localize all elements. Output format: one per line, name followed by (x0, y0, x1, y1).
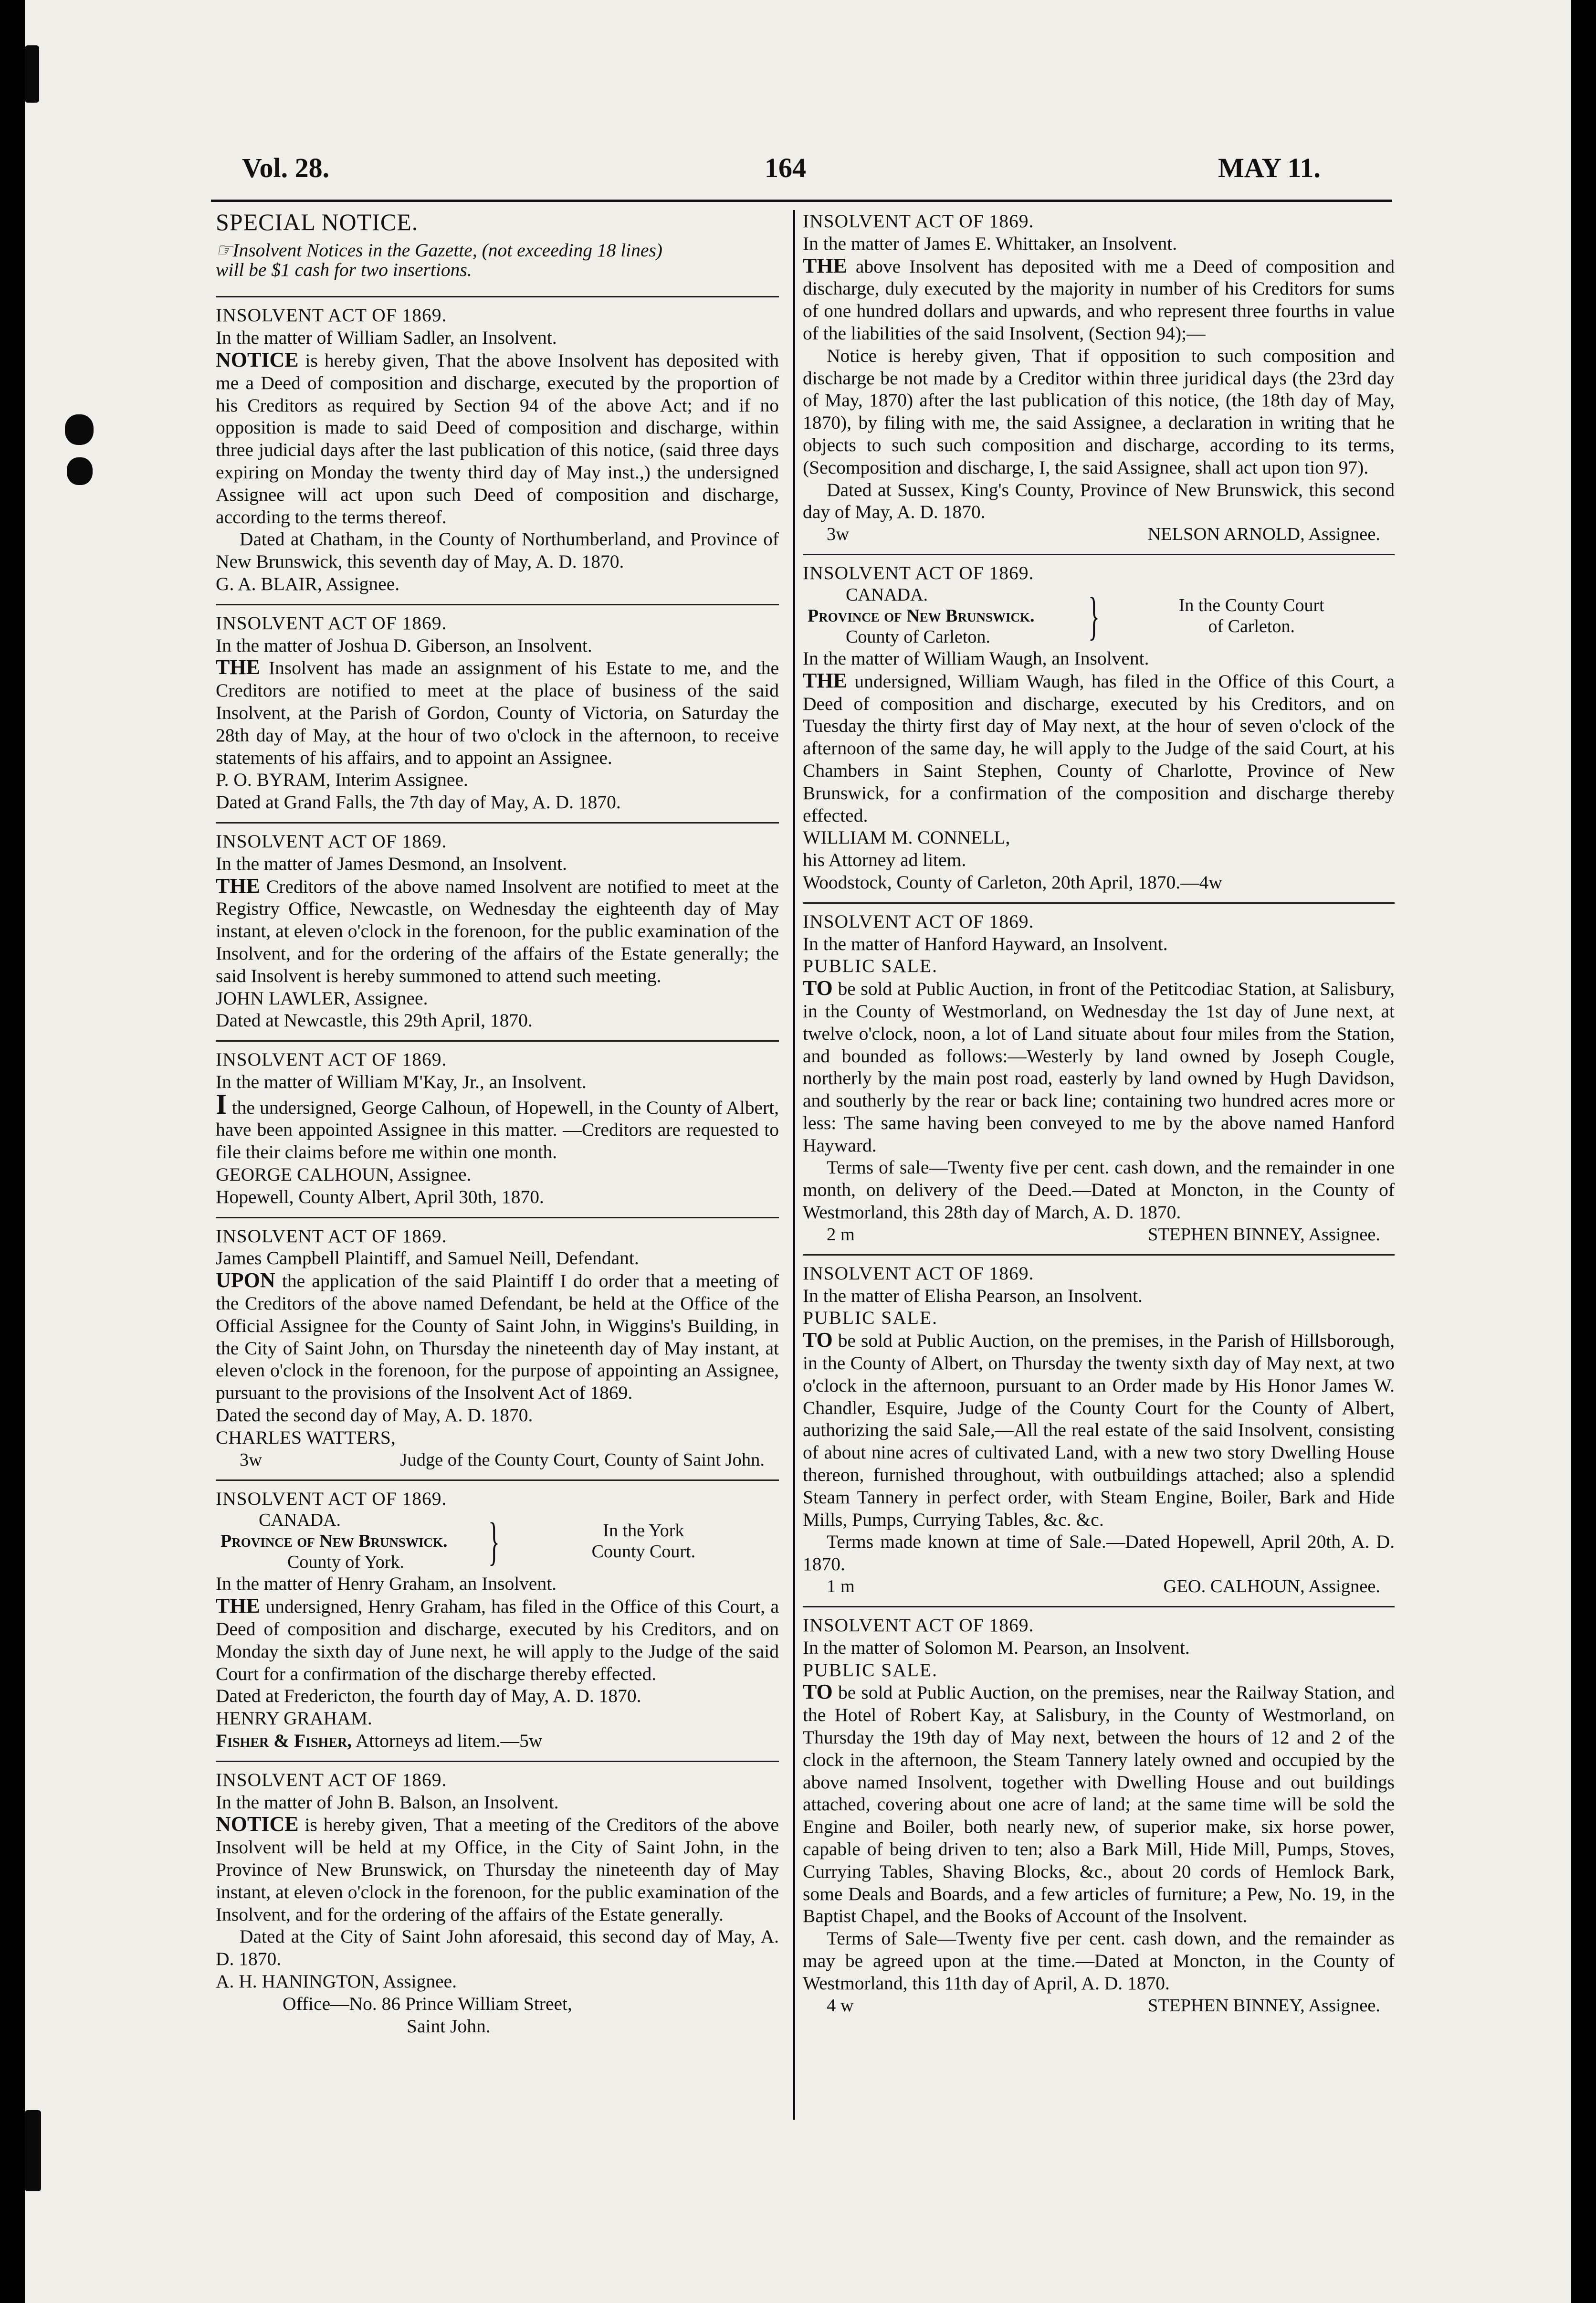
county-label: County of York. (287, 1552, 404, 1573)
notice-title: INSOLVENT ACT OF 1869. (216, 305, 447, 326)
notice-matter: In the matter of Solomon M. Pearson, an Insolvent. (803, 1637, 1190, 1658)
notice-signature: JOHN LAWLER, Assignee. (216, 987, 428, 1009)
notice-lead: I (216, 1088, 227, 1120)
notice-title: INSOLVENT ACT OF 1869. (803, 910, 1034, 932)
notice-body: THE undersigned, William Waugh, has filed in the Office of this Court, a Deed of composition and discharge, executed by his Creditors, and on Tuesday the thirty first day of May next, at the hour of seven o'clock of the afternoon of the same day, he will apply to the Judge of the said Court, at his Chambers in Saint Stephen, County of Charlotte, Province of New Brunswick, for a confirmation of the composition and discharge thereby effected. (803, 668, 1395, 826)
divider (803, 554, 1395, 555)
notice-signature: GEO. CALHOUN, Assignee. (1163, 1576, 1380, 1597)
notice-matter: In the matter of William Sadler, an Insolvent. (216, 327, 557, 349)
notice-subtitle: PUBLIC SALE. (803, 1307, 938, 1329)
office-address: Office—No. 86 Prince William Street, (283, 1993, 572, 2014)
volume-label: Vol. 28. (242, 152, 330, 183)
insertion-code: 3w (827, 524, 850, 545)
notice-title: INSOLVENT ACT OF 1869. (803, 1262, 1034, 1284)
notice-terms: Terms made known at time of Sale.—Dated Hopewell, April 20th, A. D. 1870. (803, 1531, 1395, 1575)
notice-matter: James Campbell Plaintiff, and Samuel Neill, Defendant. (216, 1247, 639, 1269)
court-name: County Court. (591, 1542, 696, 1562)
divider (803, 902, 1395, 904)
notice-body: THE above Insolvent has deposited with me a Deed of composition and discharge, duly executed by the majority in number of his Creditors for sums of one hundred dollars and upwards, and who represent three fourths in value of the liabilities of the said Insolvent, (Section 94);— (803, 254, 1395, 344)
court-name: In the County Court (1178, 595, 1324, 615)
notice-lead: UPON (216, 1268, 275, 1292)
notice-body: UPON the application of the said Plaintiff I do order that a meeting of the Creditors of the above named Defendant, be held at the Office of the Official Assignee for the County of Saint John, in Wiggins's Building, in the City of Saint John, on Thursday the nineteenth day of May instant, at eleven o'clock in the forenoon, for the purpose of appointing an Assignee, pursuant to the provisions of the Insolvent Act of 1869. (216, 1268, 779, 1404)
divider (803, 1254, 1395, 1256)
notice-matter: In the matter of William M'Kay, Jr., an Insolvent. (216, 1071, 587, 1092)
brace-glyph: } (488, 1512, 500, 1571)
notice-dated: Hopewell, County Albert, April 30th, 1870. (216, 1186, 544, 1207)
notice-signature: G. A. BLAIR, Assignee. (216, 573, 400, 594)
notice-lead: THE (803, 254, 847, 277)
notice-footer-row (216, 1449, 779, 1471)
divider (216, 1040, 779, 1042)
brace-glyph: } (1088, 586, 1100, 645)
notice-lead: THE (216, 1594, 260, 1618)
notice-title: INSOLVENT ACT OF 1869. (803, 1615, 1034, 1636)
office-address: Saint John. (407, 2015, 491, 2037)
notice-matter: In the matter of Elisha Pearson, an Insolvent. (803, 1285, 1143, 1306)
notice-lead: TO (803, 976, 833, 1000)
notice-matter: In the matter of Henry Graham, an Insolvent. (216, 1573, 557, 1595)
notice-signature: WILLIAM M. CONNELL, (803, 827, 1010, 848)
divider (216, 1479, 779, 1481)
country-label: CANADA. (259, 1510, 341, 1531)
notice-lead: THE (803, 668, 847, 692)
notice-body: I the undersigned, George Calhoun, of Hopewell, in the County of Albert, have been appointed Assignee in this matter. —Creditors are requested to file their claims before me within one month. (216, 1088, 779, 1163)
notice-title: INSOLVENT ACT OF 1869. (803, 562, 1034, 584)
notice-body: NOTICE is hereby given, That the above Insolvent has deposited with me a Deed of composition and discharge, executed by the proportion of his Creditors as required by Section 94 of the above Act; and if no opposition is made to said Deed of composition and discharge, within three judicial days after the last publication of this notice, (said three days expiring on Monday the twenty third day of May inst.,) the undersigned Assignee will act upon such Deed of composition and discharge, according to the terms thereof. (216, 348, 779, 528)
notice-signature: GEORGE CALHOUN, Assignee. (216, 1164, 472, 1185)
notice-lead: THE (216, 874, 260, 898)
notice-dated: Dated at Grand Falls, the 7th day of May, A. D. 1870. (216, 792, 621, 813)
notice-matter: In the matter of Hanford Hayward, an Insolvent. (803, 933, 1168, 954)
notice-matter: In the matter of John B. Balson, an Insolvent. (216, 1791, 559, 1813)
notice-dated: Woodstock, County of Carleton, 20th April, 1870.—4w (803, 871, 1222, 893)
notice-footer-row (803, 1224, 1395, 1246)
header-rule (211, 200, 1392, 202)
notice-title: INSOLVENT ACT OF 1869. (216, 830, 447, 852)
notice-terms: Terms of Sale—Twenty five per cent. cash down, and the remainder as may be agreed upon at the time.—Dated at Moncton, in the County of Westmorland, this 11th day of April, A. D. 1870. (803, 1928, 1395, 1994)
notice-lead: TO (803, 1328, 833, 1352)
notice-dated: Dated at Sussex, King's County, Province of New Brunswick, this second day of May, A. D. 1870. (803, 479, 1395, 523)
insertion-code: 4 w (827, 1995, 854, 2016)
notice-signature: CHARLES WATTERS, (216, 1426, 396, 1448)
notice-lead: THE (216, 655, 260, 679)
notice-terms: Terms of sale—Twenty five per cent. cash down, and the remainder in one month, on delivery of the Deed.—Dated at Moncton, in the County of Westmorland, this 28th day of March, A. D. 1870. (803, 1157, 1395, 1223)
divider (216, 1217, 779, 1218)
notice-body: TO be sold at Public Auction, on the premises, near the Railway Station, and the Hotel of Robert Kay, at Salisbury, in the County of Westmorland, on Thursday the 19th day of May next, between the hours of 12 and 2 of the clock in the afternoon, the Steam Tannery lately owned and occupied by the above named Insolvent, together with Dwelling House and out buildings attached, covering about one acre of land; at the same time will be sold the Engine and Boiler, both nearly new, of superior make, six horse power, capable of being driven to ten; also a Bark Mill, Hide Mill, Pumps, Stoves, Currying Tables, Shaving Blocks, &c., about 20 cords of Hemlock Bark, some Deals and Boards, and a few articles of furniture; a Pew, No. 19, in the Baptist Chapel, and the Books of Account of the Insolvent. (803, 1680, 1395, 1927)
notice-matter: In the matter of James Desmond, an Insolvent. (216, 853, 567, 874)
court-caption (803, 584, 1395, 647)
notice-body: TO be sold at Public Auction, on the premises, in the Parish of Hillsborough, in the County of Albert, on Thursday the twenty sixth day of May next, at two o'clock in the afternoon, pursuant to an Order made by His Honor James W. Chandler, Esquire, Judge of the County Court for the County of Albert, authorizing the said Sale,—All the real estate of the said Insolvent, consisting of about nine acres of cultivated Land, with a new two story Dwelling House thereon, furnished throughout, with outbuildings attached; also a splendid Steam Tannery in perfect order, with Steam Engine, Boiler, Bark and Hide Mills, Pumps, Currying Tables, &c. &c. (803, 1328, 1395, 1530)
left-column (216, 210, 779, 2037)
divider (216, 604, 779, 605)
notice-body: THE Insolvent has made an assignment of his Estate to me, and the Creditors are notified to meet at the place of business of the said Insolvent, at the Parish of Gordon, County of Victoria, on Saturday the 28th day of May, at the hour of two o'clock in the afternoon, to receive statements of his affairs, and to appoint an Assignee. (216, 655, 779, 768)
notice-signature: HENRY GRAHAM. (216, 1708, 372, 1729)
notice-footer-row (803, 1995, 1395, 2017)
notice-body: Notice is hereby given, That if opposition to such composition and discharge be not made by a Creditor within three juridical days (the 23rd day of May, 1870) after the last publication of this notice, (the 18th day of May, 1870), by filing with me, the said Assignee, a declaration in writing that he objects to such such composition and discharge, according to its terms, (Secomposition and discharge, I, the said Assignee, shall act upon tion 97). (803, 345, 1395, 478)
notice-body: THE undersigned, Henry Graham, has filed in the Office of this Court, a Deed of composition and discharge, executed by his Creditors, and on Monday the sixth day of June next, he will apply to the Judge of the said Court for a confirmation of the discharge thereby effected. (216, 1594, 779, 1684)
divider (216, 822, 779, 824)
notice-signature: STEPHEN BINNEY, Assignee. (1148, 1224, 1380, 1245)
notice-signature: A. H. HANINGTON, Assignee. (216, 1970, 457, 1992)
court-name: In the York (603, 1521, 684, 1541)
notice-dated: Dated at Newcastle, this 29th April, 1870. (216, 1010, 533, 1031)
notice-subtitle: PUBLIC SALE. (803, 955, 938, 977)
notice-dated: Dated the second day of May, A. D. 1870. (216, 1405, 533, 1426)
notice-dated: Dated at Chatham, in the County of Northumberland, and Province of New Brunswick, this seventh day of May, A. D. 1870. (216, 528, 779, 572)
binding-hole-mark (65, 414, 94, 445)
notice-signature: his Attorney ad litem. (803, 849, 966, 871)
notice-title: INSOLVENT ACT OF 1869. (216, 1049, 447, 1070)
insertion-code: 1 m (827, 1576, 855, 1597)
binding-hole-mark (67, 457, 93, 485)
page-number: 164 (765, 152, 806, 183)
notice-lead: TO (803, 1680, 833, 1704)
notice-matter: In the matter of James E. Whittaker, an Insolvent. (803, 232, 1177, 254)
special-notice-title: SPECIAL NOTICE. (216, 209, 419, 235)
notice-title: INSOLVENT ACT OF 1869. (216, 1769, 447, 1790)
notice-lead: NOTICE (216, 1812, 299, 1836)
column-rule (793, 210, 795, 2120)
special-notice-line: ☞Insolvent Notices in the Gazette, (not exceeding 18 lines) (216, 239, 662, 261)
notice-title: INSOLVENT ACT OF 1869. (216, 612, 447, 634)
insertion-code: 2 m (827, 1224, 855, 1245)
judge-title: Judge of the County Court, County of Saint John. (400, 1449, 765, 1470)
divider (803, 1606, 1395, 1607)
notice-footer-row (803, 523, 1395, 545)
notice-subtitle: PUBLIC SALE. (803, 1659, 938, 1680)
notice-matter: In the matter of Joshua D. Giberson, an Insolvent. (216, 634, 592, 656)
notice-body: NOTICE is hereby given, That a meeting of the Creditors of the above Insolvent will be held at my Office, in the City of Saint John, in the Province of New Brunswick, on Thursday the nineteenth day of May instant, at eleven o'clock in the forenoon, for the public examination of the Insolvent, and for the ordering of the affairs of the Estate generally. (216, 1812, 779, 1925)
right-column (803, 210, 1395, 2017)
notice-signature: STEPHEN BINNEY, Assignee. (1148, 1995, 1380, 2016)
attorneys-line: Fisher & Fisher, Attorneys ad litem.—5w (216, 1730, 543, 1752)
issue-date: MAY 11. (1218, 152, 1321, 183)
notice-dated: Dated at Fredericton, the fourth day of May, A. D. 1870. (216, 1685, 641, 1707)
notice-footer-row (803, 1575, 1395, 1597)
special-notice-line: will be $1 cash for two insertions. (216, 259, 472, 280)
notice-signature: NELSON ARNOLD, Assignee. (1147, 524, 1380, 545)
notice-title: INSOLVENT ACT OF 1869. (216, 1225, 447, 1247)
notice-matter: In the matter of William Waugh, an Insolvent. (803, 647, 1149, 669)
insertion-code: 3w (240, 1449, 262, 1470)
divider (216, 1761, 779, 1762)
court-caption (216, 1510, 779, 1573)
notice-dated: Dated at the City of Saint John aforesaid, this second day of May, A. D. 1870. (216, 1926, 779, 1970)
notice-lead: NOTICE (216, 348, 299, 371)
county-label: County of Carleton. (846, 626, 990, 647)
binding-edge-mark (25, 45, 39, 103)
country-label: CANADA. (846, 584, 928, 605)
notice-title: INSOLVENT ACT OF 1869. (216, 1488, 447, 1509)
notice-signature: P. O. BYRAM, Interim Assignee. (216, 769, 468, 791)
notice-body: TO be sold at Public Auction, in front of the Petitcodiac Station, at Salisbury, in the County of Westmorland, on Wednesday the 1st day of June next, at twelve o'clock, noon, a lot of Land situate about four miles from the Station, and bounded as follows:—Westerly by land owned by Joseph Cougle, northerly by the main post road, easterly by land owned by Hugh Davidson, and southerly by the rear or back line; containing two hundred acres more or less: The same having been conveyed to me by the above named Hanford Hayward. (803, 976, 1395, 1156)
divider (216, 296, 779, 297)
province-label: Province of New Brunswick. (220, 1531, 448, 1552)
notice-title: INSOLVENT ACT OF 1869. (803, 211, 1034, 232)
court-name: of Carleton. (1208, 616, 1295, 636)
gazette-page (25, 0, 1571, 2303)
binding-edge-mark (25, 2110, 41, 2191)
notice-body: THE Creditors of the above named Insolvent are notified to meet at the Registry Office, Newcastle, on Wednesday the eighteenth day of May instant, at eleven o'clock in the forenoon, for the public examination of the Insolvent, and for the ordering of the affairs of the Estate generally; the said Insolvent is hereby summoned to attend such meeting. (216, 874, 779, 986)
province-label: Province of New Brunswick. (808, 605, 1035, 626)
